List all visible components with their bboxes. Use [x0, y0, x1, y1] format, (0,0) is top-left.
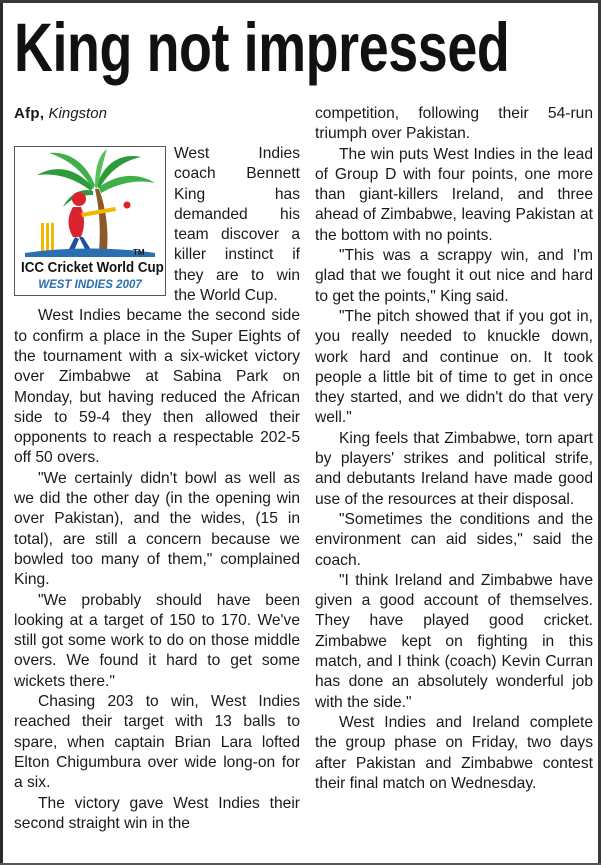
trademark-symbol: TM: [133, 248, 145, 257]
page-edge-left: [0, 0, 3, 865]
article-column-left: [14, 124, 300, 834]
paragraph: "This was a scrappy win, and I'm glad that we fought it out nice and hard to get the points," King said.: [315, 247, 593, 305]
byline-place: Kingston: [48, 105, 107, 122]
logo-title: ICC Cricket World Cup: [21, 260, 164, 276]
paragraph: "We probably should have been looking at a target of 150 to 170. We've still got some work to do on those middle overs. We found it hard to get some wickets there.": [14, 591, 300, 690]
paragraph: Chasing 203 to win, West Indies reached their target with 13 balls to spare, when captain Brian Lara lofted Elton Chigumbura over wide long-on for a six.: [14, 693, 300, 792]
paragraph: "The pitch showed that if you got in, you really needed to knuckle down, work hard and continue on. It took people a little bit of time to get in once they started, and we didn't do that very well.": [315, 307, 593, 427]
paragraph: "I think Ireland and Zimbabwe have given a good account of themselves. They have played good cricket. Zimbabwe kept on fighting in this match, and I think (coach) Kevin Curran has done an absolutely wonderful job with the side.": [315, 571, 593, 711]
logo-subtitle: WEST INDIES 2007: [38, 279, 142, 291]
paragraph: West Indies and Ireland complete the group phase on Friday, two days after Pakistan and Zimbabwe contest their final match on Wednesday.: [315, 713, 593, 792]
paragraph: "Sometimes the conditions and the environment can aid sides," said the coach.: [315, 510, 593, 569]
paragraph: West Indies coach Bennett King has demanded his team discover a killer instinct if they are to win the World Cup.: [174, 145, 300, 305]
page-edge-top: [0, 0, 601, 3]
world-cup-logo: [14, 146, 166, 296]
byline-agency: Afp,: [14, 105, 45, 122]
article-column-right: [315, 104, 593, 794]
paragraph: West Indies became the second side to confirm a place in the Super Eights of the tournament with a six-wicket victory over Zimbabwe at Sabina Park on Monday, but having reduced the African side to 59-4 they then allowed their opponents to reach a respectable 202-5 off 50 overs.: [14, 307, 300, 467]
paragraph: The win puts West Indies in the lead of Group D with four points, one more than giant-killers Ireland, and three ahead of Zimbabwe, leaving Pakistan at the bottom with no points.: [315, 145, 593, 244]
paragraph: "We certainly didn't bowl as well as we did the other day (in the opening win over Pakistan), and the wides, (15 in total), are still a concern because we bowled too many of them," complained King.: [14, 469, 300, 589]
byline: [14, 104, 107, 124]
paragraph: competition, following their 54-run triumph over Pakistan.: [315, 105, 593, 143]
paragraph: The victory gave West Indies their second straight win in the: [14, 794, 300, 832]
paragraph: King feels that Zimbabwe, torn apart by players' strikes and political strife, and debutants Ireland have made good use of the resources at their disposal.: [315, 429, 593, 508]
headline: King not impressed: [14, 9, 510, 86]
